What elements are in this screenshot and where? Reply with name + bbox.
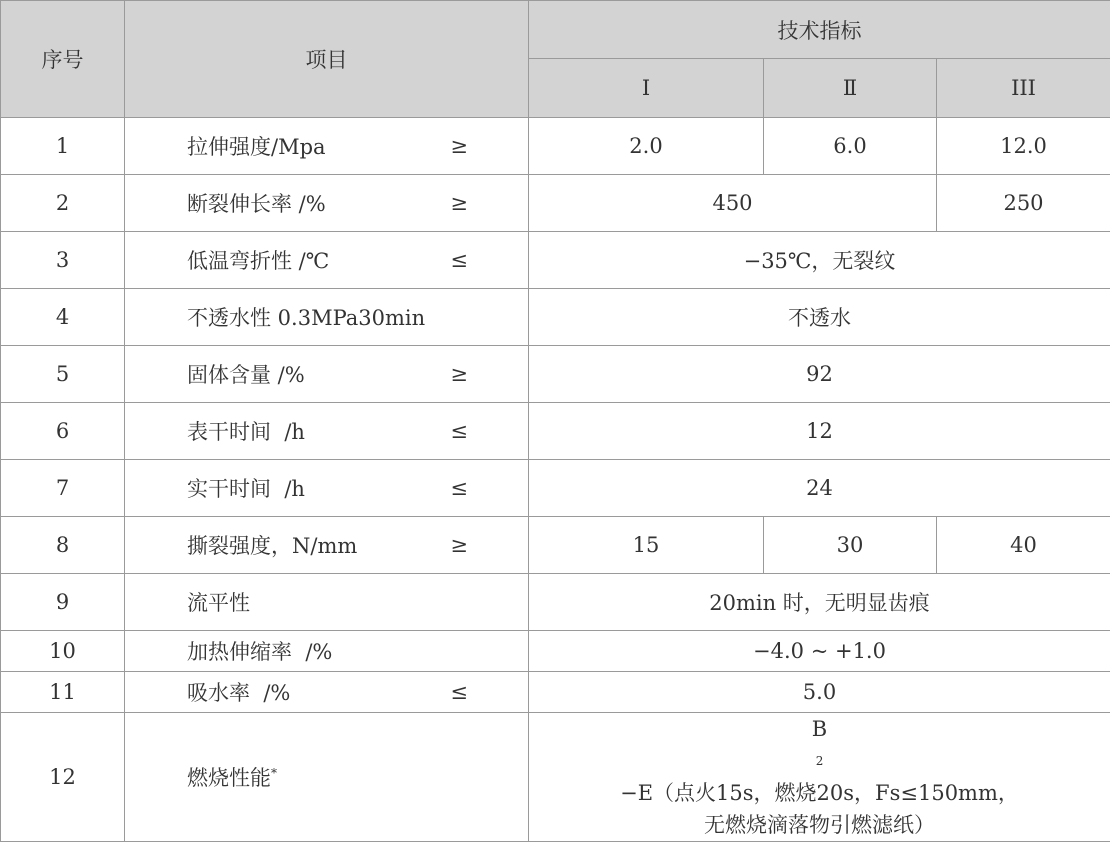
item-label: 固体含量 /% (187, 363, 305, 387)
item-label: 不透水性 0.3MPa30min (187, 306, 425, 330)
footnote-mark: * (271, 766, 277, 780)
value-line-2: 无燃烧滴落物引燃滤纸） (529, 809, 1110, 841)
item-cell (125, 672, 529, 713)
header-grade-2: Ⅱ (764, 59, 937, 118)
row-number: 5 (1, 346, 125, 403)
item-label: 断裂伸长率 /% (187, 192, 326, 216)
header-index: 序号 (1, 1, 125, 118)
operator: ≤ (450, 419, 468, 443)
row-number: 1 (1, 118, 125, 175)
item-cell (125, 517, 529, 574)
row-number: 9 (1, 574, 125, 631)
value-all: 12 (529, 403, 1110, 460)
table-row (1, 118, 1110, 175)
operator: ≥ (450, 191, 468, 215)
item-cell (125, 175, 529, 232)
header-grade-1: Ⅰ (529, 59, 764, 118)
operator: ≤ (450, 248, 468, 272)
value-grade-3: 12.0 (937, 118, 1110, 175)
value-class-subscript: 2 (529, 745, 1110, 777)
row-number: 11 (1, 672, 125, 713)
item-cell (125, 403, 529, 460)
item-label: 实干时间 /h (187, 477, 305, 501)
value-all: −35℃，无裂纹 (529, 232, 1110, 289)
row-number: 8 (1, 517, 125, 574)
value-grade-1: 15 (529, 517, 764, 574)
item-label: 拉伸强度/Mpa (187, 135, 326, 159)
table-row (1, 346, 1110, 403)
value-class: B (529, 713, 1110, 745)
item-cell (125, 574, 529, 631)
value-grade-1-2: 450 (529, 175, 937, 232)
table-row (1, 403, 1110, 460)
table-row (1, 713, 1110, 842)
item-label: 撕裂强度，N/mm (187, 534, 357, 558)
table-row (1, 289, 1110, 346)
item-cell (125, 289, 529, 346)
table-row (1, 631, 1110, 672)
header-spec: 技术指标 (529, 1, 1110, 59)
value-grade-2: 30 (764, 517, 937, 574)
operator: ≥ (450, 362, 468, 386)
value-grade-1: 2.0 (529, 118, 764, 175)
row-number: 3 (1, 232, 125, 289)
value-all (529, 713, 1110, 842)
value-all: 5.0 (529, 672, 1110, 713)
table-row (1, 517, 1110, 574)
value-grade-2: 6.0 (764, 118, 937, 175)
table-row (1, 175, 1110, 232)
header-item: 项目 (125, 1, 529, 118)
item-cell (125, 713, 529, 842)
item-cell (125, 118, 529, 175)
row-number: 6 (1, 403, 125, 460)
item-cell (125, 631, 529, 672)
item-cell (125, 460, 529, 517)
item-cell (125, 232, 529, 289)
operator: ≤ (450, 680, 468, 704)
row-number: 2 (1, 175, 125, 232)
value-all: −4.0 ~ +1.0 (529, 631, 1110, 672)
operator: ≥ (450, 533, 468, 557)
table-row (1, 574, 1110, 631)
value-grade-3: 250 (937, 175, 1110, 232)
row-number: 7 (1, 460, 125, 517)
value-line-1 (529, 713, 1110, 809)
row-number: 12 (1, 713, 125, 842)
table-row (1, 460, 1110, 517)
table-row (1, 672, 1110, 713)
item-label: 表干时间 /h (187, 420, 305, 444)
item-label: 燃烧性能 (187, 766, 271, 790)
item-label: 低温弯折性 /℃ (187, 249, 329, 273)
value-all: 不透水 (529, 289, 1110, 346)
value-grade-3: 40 (937, 517, 1110, 574)
row-number: 4 (1, 289, 125, 346)
table-row (1, 232, 1110, 289)
value-all: 20min 时，无明显齿痕 (529, 574, 1110, 631)
item-label: 加热伸缩率 /% (187, 640, 332, 664)
value-line-1-rest: −E（点火15s，燃烧20s，Fs≤150mm， (529, 777, 1110, 809)
value-all: 92 (529, 346, 1110, 403)
row-number: 10 (1, 631, 125, 672)
header-grade-3: III (937, 59, 1110, 118)
value-all: 24 (529, 460, 1110, 517)
item-label: 吸水率 /% (187, 681, 290, 705)
operator: ≥ (450, 134, 468, 158)
item-cell (125, 346, 529, 403)
item-label: 流平性 (187, 591, 250, 615)
operator: ≤ (450, 476, 468, 500)
